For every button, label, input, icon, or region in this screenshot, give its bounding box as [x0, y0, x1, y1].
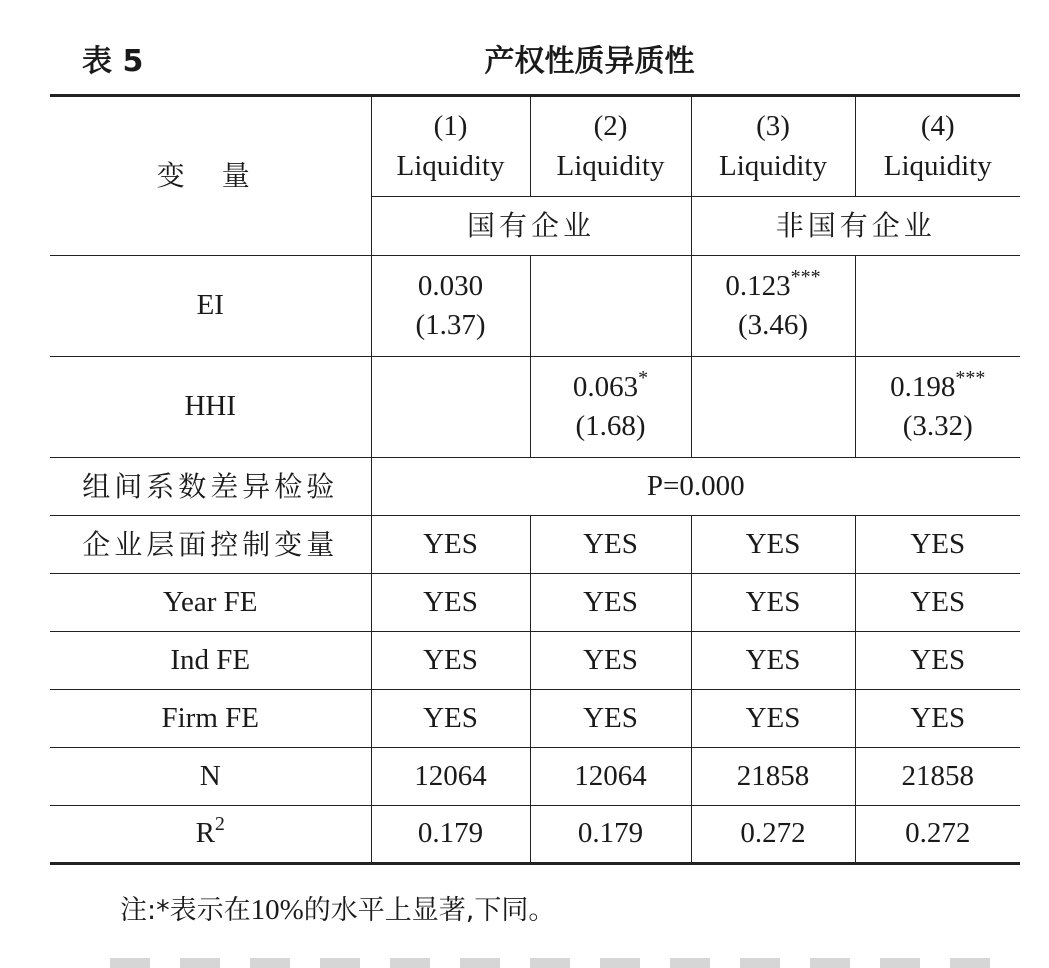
note-prefix: 注:*表示在: [120, 895, 251, 926]
coefficient: 0.030: [417, 269, 484, 302]
dependent-variable: Liquidity: [556, 149, 665, 182]
cell-hhi-2: [530, 357, 691, 458]
cell-ei-1: [371, 256, 530, 357]
coefficient: [856, 368, 1021, 407]
table-cell: YES: [371, 516, 530, 574]
table-cell: YES: [371, 574, 530, 632]
column-number: (3): [756, 110, 790, 143]
dependent-variable: Liquidity: [883, 149, 992, 182]
table-cell: YES: [855, 574, 1020, 632]
row-label: N: [50, 748, 371, 806]
group-soe: 国有企业: [371, 197, 691, 256]
header-row-columns: [50, 96, 1020, 197]
dependent-variable: Liquidity: [719, 149, 827, 182]
row-diff-test: [50, 458, 1020, 516]
row-label: Firm FE: [50, 690, 371, 748]
column-header-4: [855, 96, 1020, 197]
row-ei: [50, 256, 1020, 357]
row-label: [50, 806, 371, 864]
row-label: 组间系数差异检验: [50, 458, 371, 516]
row-label: Year FE: [50, 574, 371, 632]
table-cell: YES: [530, 690, 691, 748]
cell-ei-2: [530, 256, 691, 357]
table-cell: 0.179: [371, 806, 530, 864]
table-cell: YES: [530, 516, 691, 574]
t-statistic: (1.68): [575, 410, 646, 442]
column-number: (1): [433, 110, 468, 143]
table-note: [120, 888, 555, 927]
superscript: 2: [214, 813, 225, 836]
row-r2: [50, 806, 1020, 864]
table-cell: YES: [691, 632, 855, 690]
table-number: 表 5: [82, 44, 144, 79]
table-cell: YES: [855, 516, 1020, 574]
t-statistic: (3.46): [737, 309, 809, 341]
column-number: (4): [920, 110, 955, 143]
row-hhi: [50, 357, 1020, 458]
table-cell: YES: [855, 690, 1020, 748]
cell-ei-3: [691, 256, 855, 357]
row-label-text: R: [195, 817, 215, 850]
cell-hhi-4: [855, 357, 1020, 458]
row-label: HHI: [50, 357, 371, 458]
row-label: 企业层面控制变量: [50, 516, 371, 574]
coefficient-value: 0.123: [725, 269, 791, 302]
group-non-soe: 非国有企业: [691, 197, 1020, 256]
cell-hhi-1: [371, 357, 530, 458]
row-ind-fe: [50, 632, 1020, 690]
significance-stars: ***: [790, 265, 821, 288]
note-suffix: 的水平上显著,下同。: [303, 895, 556, 926]
table-cell: YES: [855, 632, 1020, 690]
table-cell: 12064: [530, 748, 691, 806]
significance-stars: *: [638, 366, 649, 389]
column-header-3: [691, 96, 855, 197]
table-cell: 21858: [855, 748, 1020, 806]
table-cell: YES: [530, 632, 691, 690]
regression-table: [50, 94, 1020, 865]
table-cell: 12064: [371, 748, 530, 806]
table-cell: 0.179: [530, 806, 691, 864]
coefficient-value: 0.063: [572, 370, 639, 403]
table-cell: YES: [371, 690, 530, 748]
coefficient: [531, 368, 691, 407]
coefficient: [692, 267, 855, 306]
coefficient-value: 0.198: [890, 370, 956, 403]
table-cell: 21858: [691, 748, 855, 806]
table-cell: YES: [691, 690, 855, 748]
cell-hhi-3: [691, 357, 855, 458]
variable-header: 变 量: [50, 96, 371, 256]
column-header-2: [530, 96, 691, 197]
cropped-next-line: [110, 958, 990, 968]
table-cell: YES: [530, 574, 691, 632]
cell-ei-4: [855, 256, 1020, 357]
t-statistic: (1.37): [415, 309, 486, 341]
column-header-1: [371, 96, 530, 197]
table-cell: 0.272: [855, 806, 1020, 864]
row-year-fe: [50, 574, 1020, 632]
table-cell: YES: [691, 516, 855, 574]
row-label: Ind FE: [50, 632, 371, 690]
diff-test-value: P=0.000: [371, 458, 1020, 516]
column-number: (2): [593, 110, 628, 143]
row-label: EI: [50, 256, 371, 357]
significance-stars: ***: [955, 366, 986, 389]
table-title: 产权性质异质性: [484, 44, 695, 79]
table-cell: YES: [371, 632, 530, 690]
row-firm-controls: [50, 516, 1020, 574]
t-statistic: (3.32): [902, 410, 973, 442]
note-percent: 10%: [250, 894, 304, 926]
table-cell: YES: [691, 574, 855, 632]
row-n: [50, 748, 1020, 806]
table-cell: 0.272: [691, 806, 855, 864]
dependent-variable: Liquidity: [396, 149, 505, 182]
row-firm-fe: [50, 690, 1020, 748]
